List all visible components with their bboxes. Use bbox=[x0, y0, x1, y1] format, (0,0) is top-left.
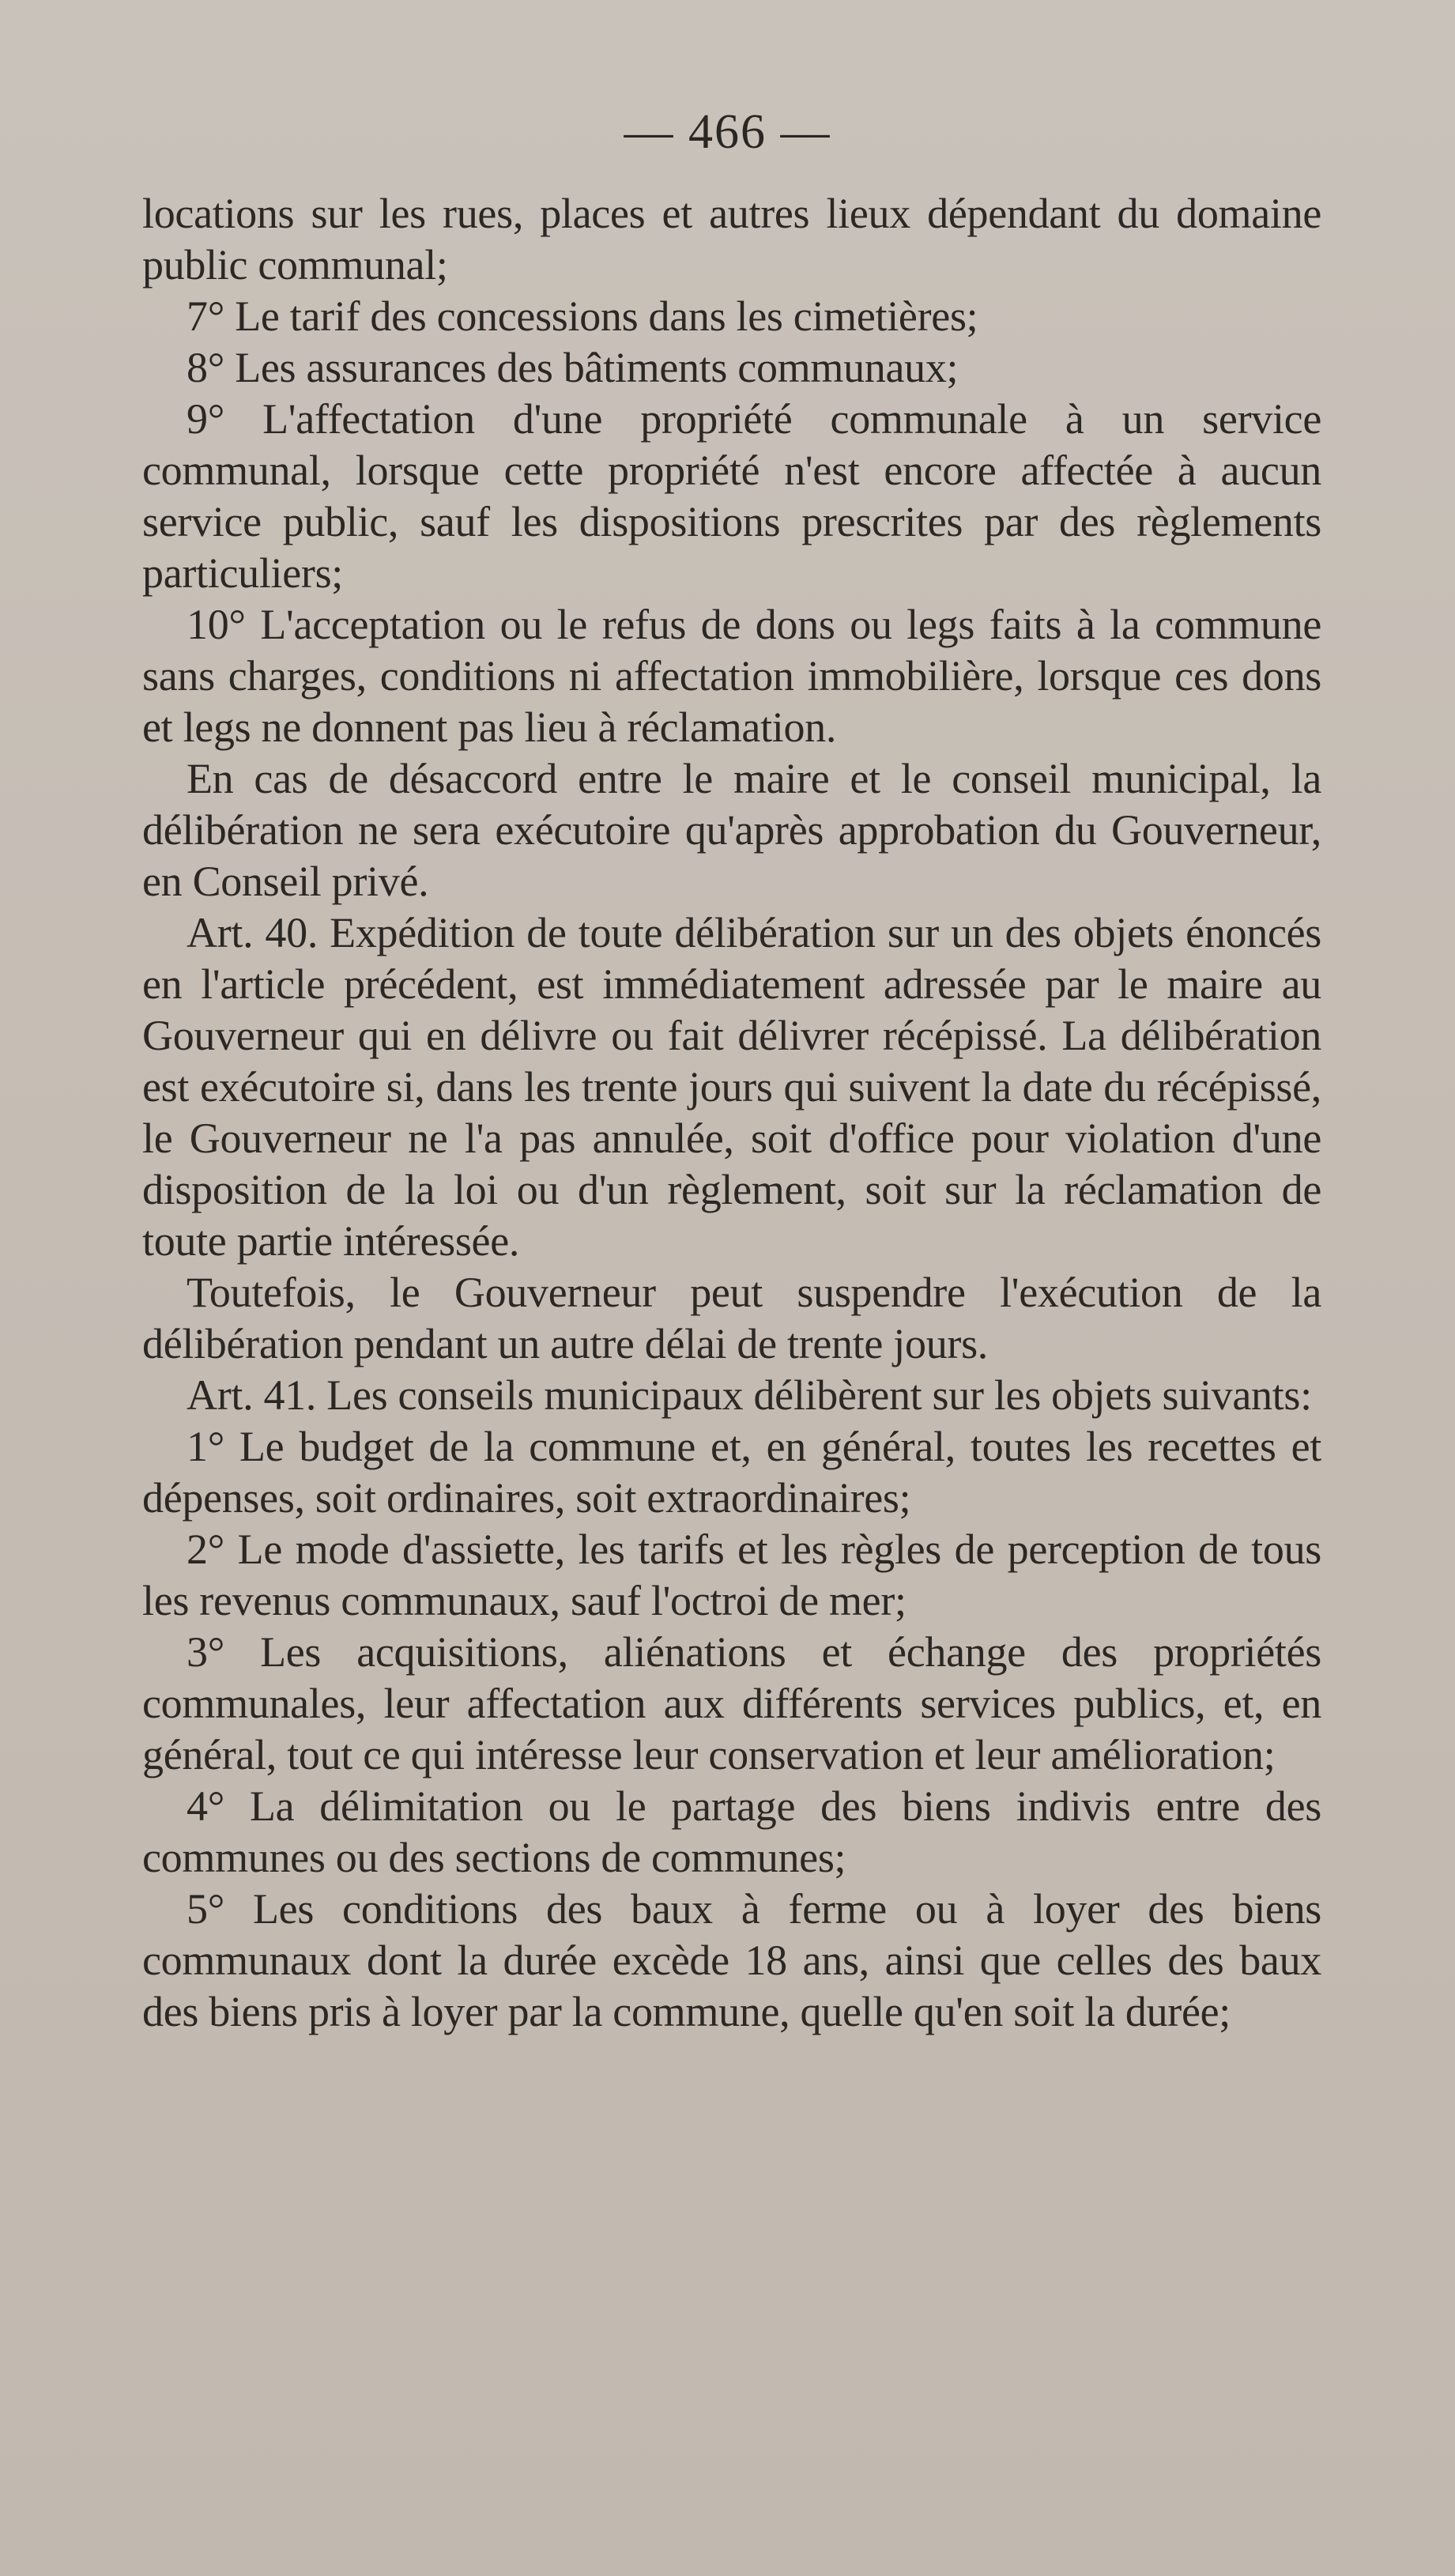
paragraph-disagreement: En cas de désaccord entre le maire et le conseil municipal, la délibération ne sera exécutoire qu'après approbation du Gouverneur, en Conseil privé. bbox=[142, 755, 1321, 905]
paragraph-suspension: Toutefois, le Gouverneur peut suspendre l'exécution de la délibération pendant un autre délai de trente jours. bbox=[142, 1269, 1321, 1367]
paragraph-item-1: 1° Le budget de la commune et, en général, toutes les recettes et dépenses, soit ordinaires, soit extraordinaires; bbox=[142, 1423, 1321, 1522]
paragraph-item-3: 3° Les acquisitions, aliénations et échange des propriétés communales, leur affectation aux différents services publics, et, en général, tout ce qui intéresse leur conservation et leur amélioration; bbox=[142, 1628, 1321, 1778]
paragraph-article-41: Art. 41. Les conseils municipaux délibèrent sur les objets suivants: bbox=[187, 1371, 1312, 1419]
paragraph-continuation: locations sur les rues, places et autres lieux dépendant du domaine public communal; bbox=[142, 190, 1321, 289]
page-number: — 466 — bbox=[624, 105, 831, 159]
paragraph-item-4: 4° La délimitation ou le partage des biens indivis entre des communes ou des sections de communes; bbox=[142, 1782, 1321, 1881]
paragraph-item-10: 10° L'acceptation ou le refus de dons ou legs faits à la commune sans charges, conditions ni affectation immobilière, lorsque ces dons et legs ne donnent pas lieu à réclamation. bbox=[142, 601, 1321, 751]
body-text bbox=[142, 188, 1321, 2038]
paragraph-item-2: 2° Le mode d'assiette, les tarifs et les règles de perception de tous les revenus communaux, sauf l'octroi de mer; bbox=[142, 1526, 1321, 1624]
paragraph-article-40: Art. 40. Expédition de toute délibération sur un des objets énoncés en l'article précédent, est immédiatement adressée par le maire au Gouverneur qui en délivre ou fait délivrer récépissé. La délibération est exécutoire si, dans les trente jours qui suivent la date du récépissé, le Gouverneur ne l'a pas annulée, soit d'office pour violation d'une disposition de la loi ou d'un règlement, soit sur la réclamation de toute partie intéressée. bbox=[142, 909, 1321, 1265]
paragraph-item-8: 8° Les assurances des bâtiments communaux; bbox=[187, 344, 959, 391]
paragraph-item-5: 5° Les conditions des baux à ferme ou à loyer des biens communaux dont la durée excède 18 ans, ainsi que celles des baux des biens pris à loyer par la commune, quelle qu'en soit la durée; bbox=[142, 1885, 1321, 2035]
paragraph-item-7: 7° Le tarif des concessions dans les cimetières; bbox=[187, 292, 978, 340]
paragraph-item-9: 9° L'affectation d'une propriété communale à un service communal, lorsque cette propriété n'est encore affectée à aucun service public, sauf les dispositions prescrites par des règlements particuliers; bbox=[142, 395, 1321, 597]
